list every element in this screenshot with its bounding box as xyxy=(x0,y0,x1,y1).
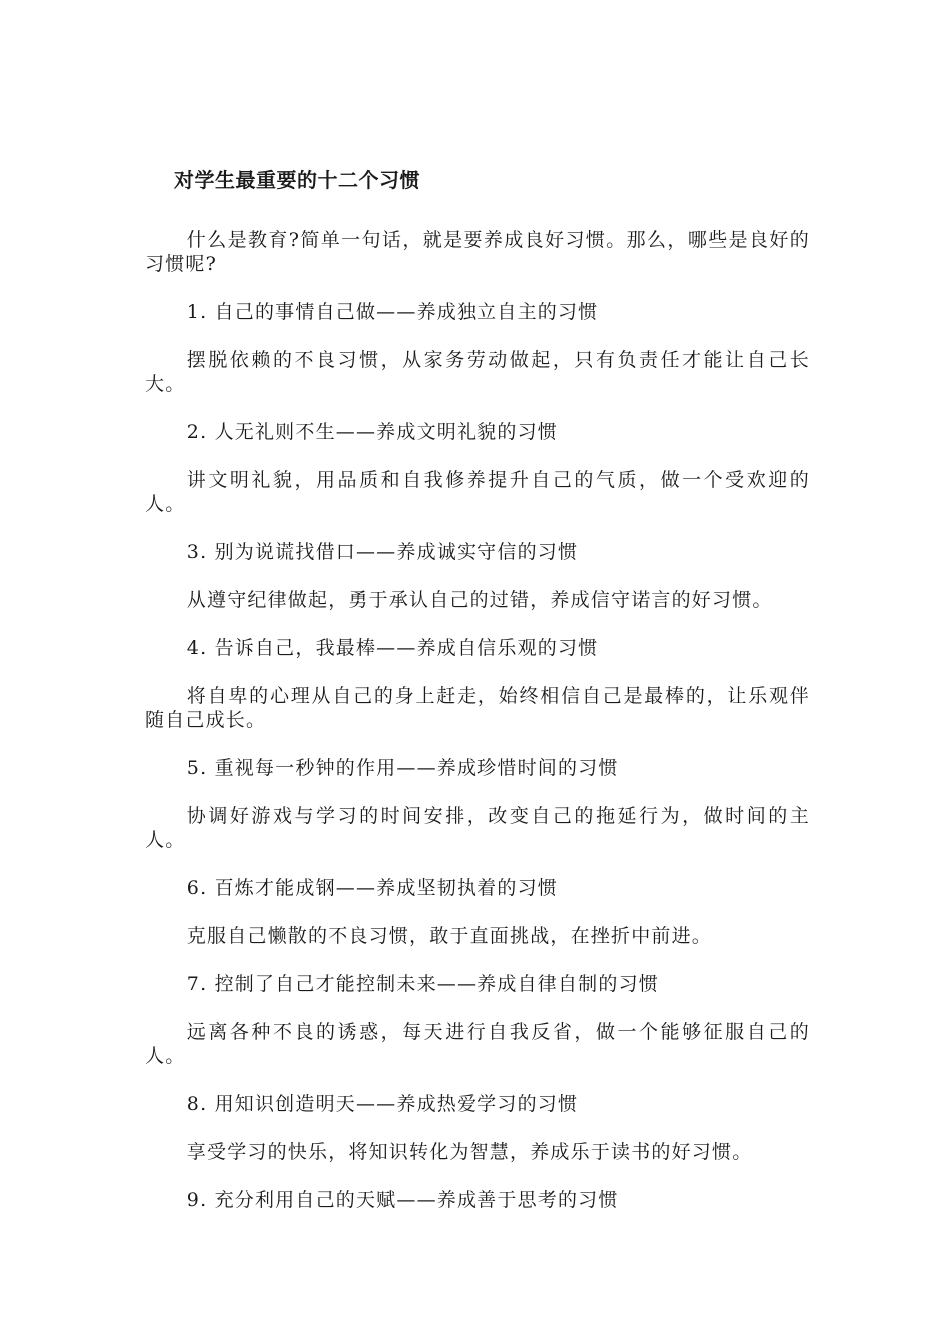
habit-8-heading: 8. 用知识创造明天——养成热爱学习的习惯 xyxy=(186,1093,579,1115)
habit-1-body: 摆脱依赖的不良习惯，从家务劳动做起，只有负责任才能让自己长大。 xyxy=(145,349,810,395)
document-page xyxy=(145,163,810,1236)
document-title: 对学生最重要的十二个习惯 xyxy=(174,168,420,192)
habit-7-heading: 7. 控制了自己才能控制未来——养成自律自制的习惯 xyxy=(186,973,659,995)
habit-2-body: 讲文明礼貌，用品质和自我修养提升自己的气质，做一个受欢迎的人。 xyxy=(145,469,810,515)
habit-8-body: 享受学习的快乐，将知识转化为智慧，养成乐于读书的好习惯。 xyxy=(186,1141,753,1163)
habit-3-heading: 3. 别为说谎找借口——养成诚实守信的习惯 xyxy=(186,541,579,563)
habit-2-heading: 2. 人无礼则不生——养成文明礼貌的习惯 xyxy=(186,421,558,443)
habit-4-body: 将自卑的心理从自己的身上赶走，始终相信自己是最棒的，让乐观伴随自己成长。 xyxy=(145,685,810,731)
habit-3-body: 从遵守纪律做起，勇于承认自己的过错，养成信守诺言的好习惯。 xyxy=(186,589,773,611)
habit-9-heading: 9. 充分利用自己的天赋——养成善于思考的习惯 xyxy=(186,1189,619,1211)
habit-5-body: 协调好游戏与学习的时间安排，改变自己的拖延行为，做时间的主人。 xyxy=(145,805,810,851)
habit-6-heading: 6. 百炼才能成钢——养成坚韧执着的习惯 xyxy=(186,877,558,899)
habit-1-heading: 1. 自己的事情自己做——养成独立自主的习惯 xyxy=(186,301,599,323)
habit-6-body: 克服自己懒散的不良习惯，敢于直面挑战，在挫折中前进。 xyxy=(186,925,712,947)
intro-paragraph: 什么是教育?简单一句话，就是要养成良好习惯。那么，哪些是良好的习惯呢? xyxy=(145,229,810,275)
habit-5-heading: 5. 重视每一秒钟的作用——养成珍惜时间的习惯 xyxy=(186,757,619,779)
habit-7-body: 远离各种不良的诱惑，每天进行自我反省，做一个能够征服自己的人。 xyxy=(145,1021,810,1067)
habit-4-heading: 4. 告诉自己，我最棒——养成自信乐观的习惯 xyxy=(186,637,599,659)
